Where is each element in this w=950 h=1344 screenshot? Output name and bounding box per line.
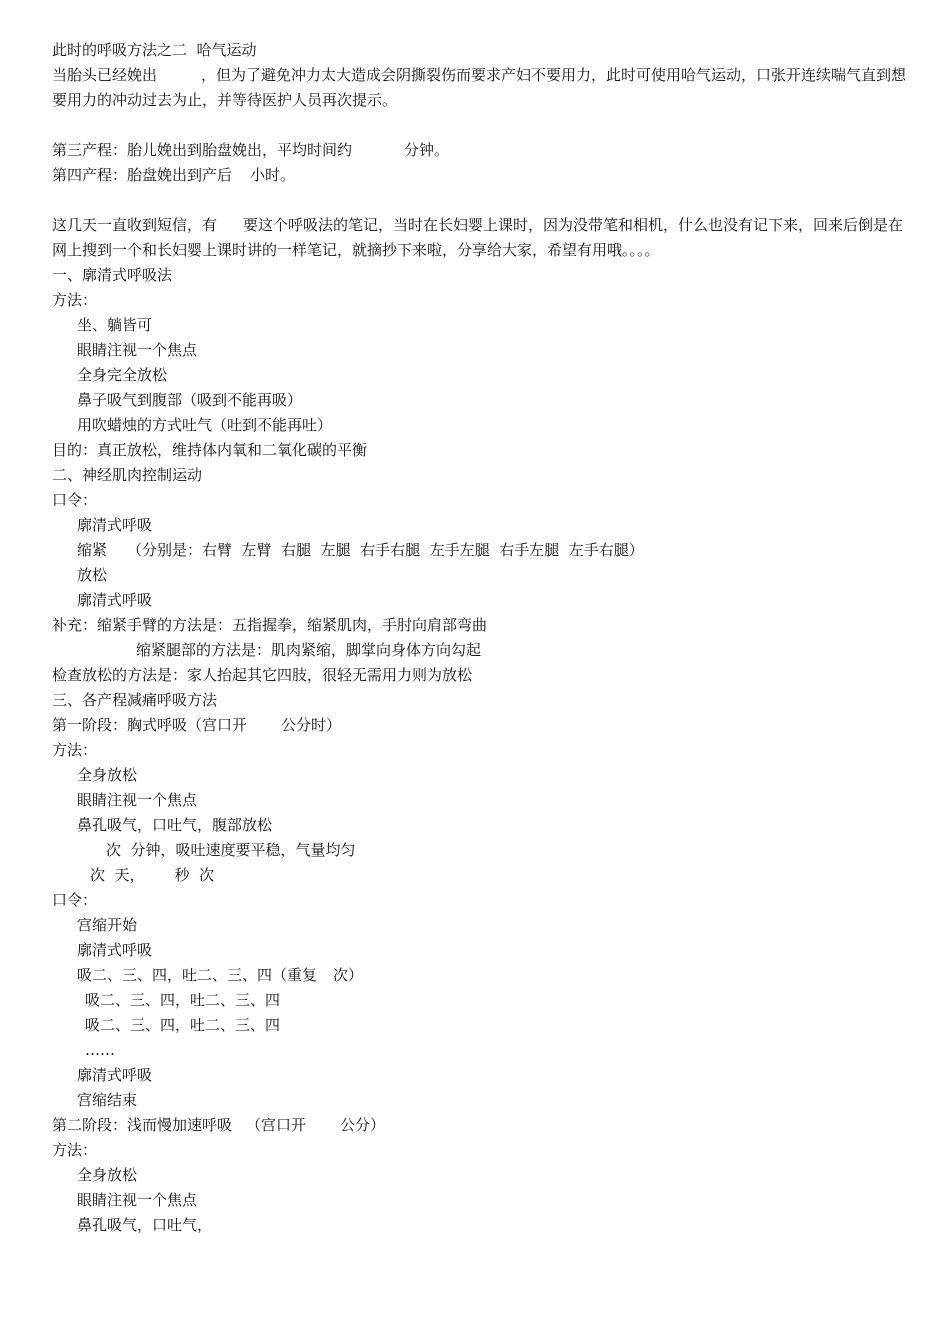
paragraph-haqi: 当胎头已经娩出 ，但为了避免冲力太大造成会阴撕裂伤而要求产妇不要用力，此时可使用哈气运动，口张开连续喘气直到想要用力的冲动过去为止，并等待医护人员再次提示。 [52,66,907,109]
list-item: 次 分钟，吸吐速度要平稳，气量均匀 [106,841,356,859]
list-item: 鼻孔吸气，口吐气， [77,1216,213,1234]
list-item: 全身完全放松 [77,366,168,384]
list-item: 廓清式呼吸 [77,1066,153,1084]
method-label: 方法： [52,291,98,309]
command-label: 口令： [52,891,98,909]
list-item: 眼睛注视一个焦点 [77,791,198,809]
stage-two-heading: 第二阶段：浅而慢加速呼吸 （宫口开 公分） [52,1116,386,1134]
list-item: 廓清式呼吸 [77,941,153,959]
list-item: 吸二、三、四，吐二、三、四 [85,991,281,1009]
list-item: 吸二、三、四，吐二、三、四（重复 次） [77,966,364,984]
method-label: 方法： [52,741,98,759]
method-label: 方法： [52,1141,98,1159]
blank-line [52,188,912,213]
command-label: 口令： [52,491,98,509]
list-item: 缩紧 （分别是：右臂 左臂 右腿 左腿 右手右腿 左手左腿 右手左腿 左手右腿） [77,541,644,559]
check-relax-line: 检查放松的方法是：家人抬起其它四肢，很轻无需用力则为放松 [52,666,473,684]
list-item: 廓清式呼吸 [77,591,153,609]
list-item: 鼻子吸气到腹部（吸到不能再吸） [77,391,303,409]
supplement-line: 补充：缩紧手臂的方法是：五指握拳，缩紧肌肉，手肘向肩部弯曲 [52,616,488,634]
section-heading-2: 二、神经肌肉控制运动 [52,466,203,484]
list-item: 全身放松 [77,1166,138,1184]
list-item: 宫缩开始 [77,916,138,934]
list-item: 吸二、三、四，吐二、三、四 [85,1016,281,1034]
list-item: 宫缩结束 [77,1091,138,1109]
list-item: 坐、躺皆可 [77,316,153,334]
blank-line [52,113,912,138]
stage-one-heading: 第一阶段：胸式呼吸（宫口开 公分时） [52,716,342,734]
section-heading-3: 三、各产程减痛呼吸方法 [52,691,218,709]
list-item: 鼻孔吸气，口吐气，腹部放松 [77,816,273,834]
list-item: 眼睛注视一个焦点 [77,341,198,359]
list-item: 全身放松 [77,766,138,784]
list-item: 次 天， 秒 次 [90,866,215,884]
intro-paragraph: 这几天一直收到短信，有 要这个呼吸法的笔记，当时在长妇婴上课时，因为没带笔和相机，什么也没有记下来，回来后倒是在网上搜到一个和长妇婴上课时讲的一样笔记，就摘抄下来啦，分享给大家，希望有用哦。。。。 [52,216,904,259]
document-page [52,38,912,1238]
supplement-line-2: 缩紧腿部的方法是：肌肉紧缩，脚掌向身体方向勾起 [136,641,482,659]
fourth-stage-line: 第四产程：胎盘娩出到产后 小时。 [52,166,296,184]
list-item: 放松 [77,566,108,584]
list-item: 廓清式呼吸 [77,516,153,534]
third-stage-line: 第三产程：胎儿娩出到胎盘娩出，平均时间约 分钟。 [52,141,450,159]
list-item: 眼睛注视一个焦点 [77,1191,198,1209]
section-heading-haqi: 此时的呼吸方法之二 哈气运动 [52,41,257,59]
list-item: 用吹蜡烛的方式吐气（吐到不能再吐） [77,416,333,434]
list-item: …… [85,1041,115,1059]
purpose-line: 目的：真正放松，维持体内氧和二氧化碳的平衡 [52,441,368,459]
section-heading-1: 一、廓清式呼吸法 [52,266,173,284]
